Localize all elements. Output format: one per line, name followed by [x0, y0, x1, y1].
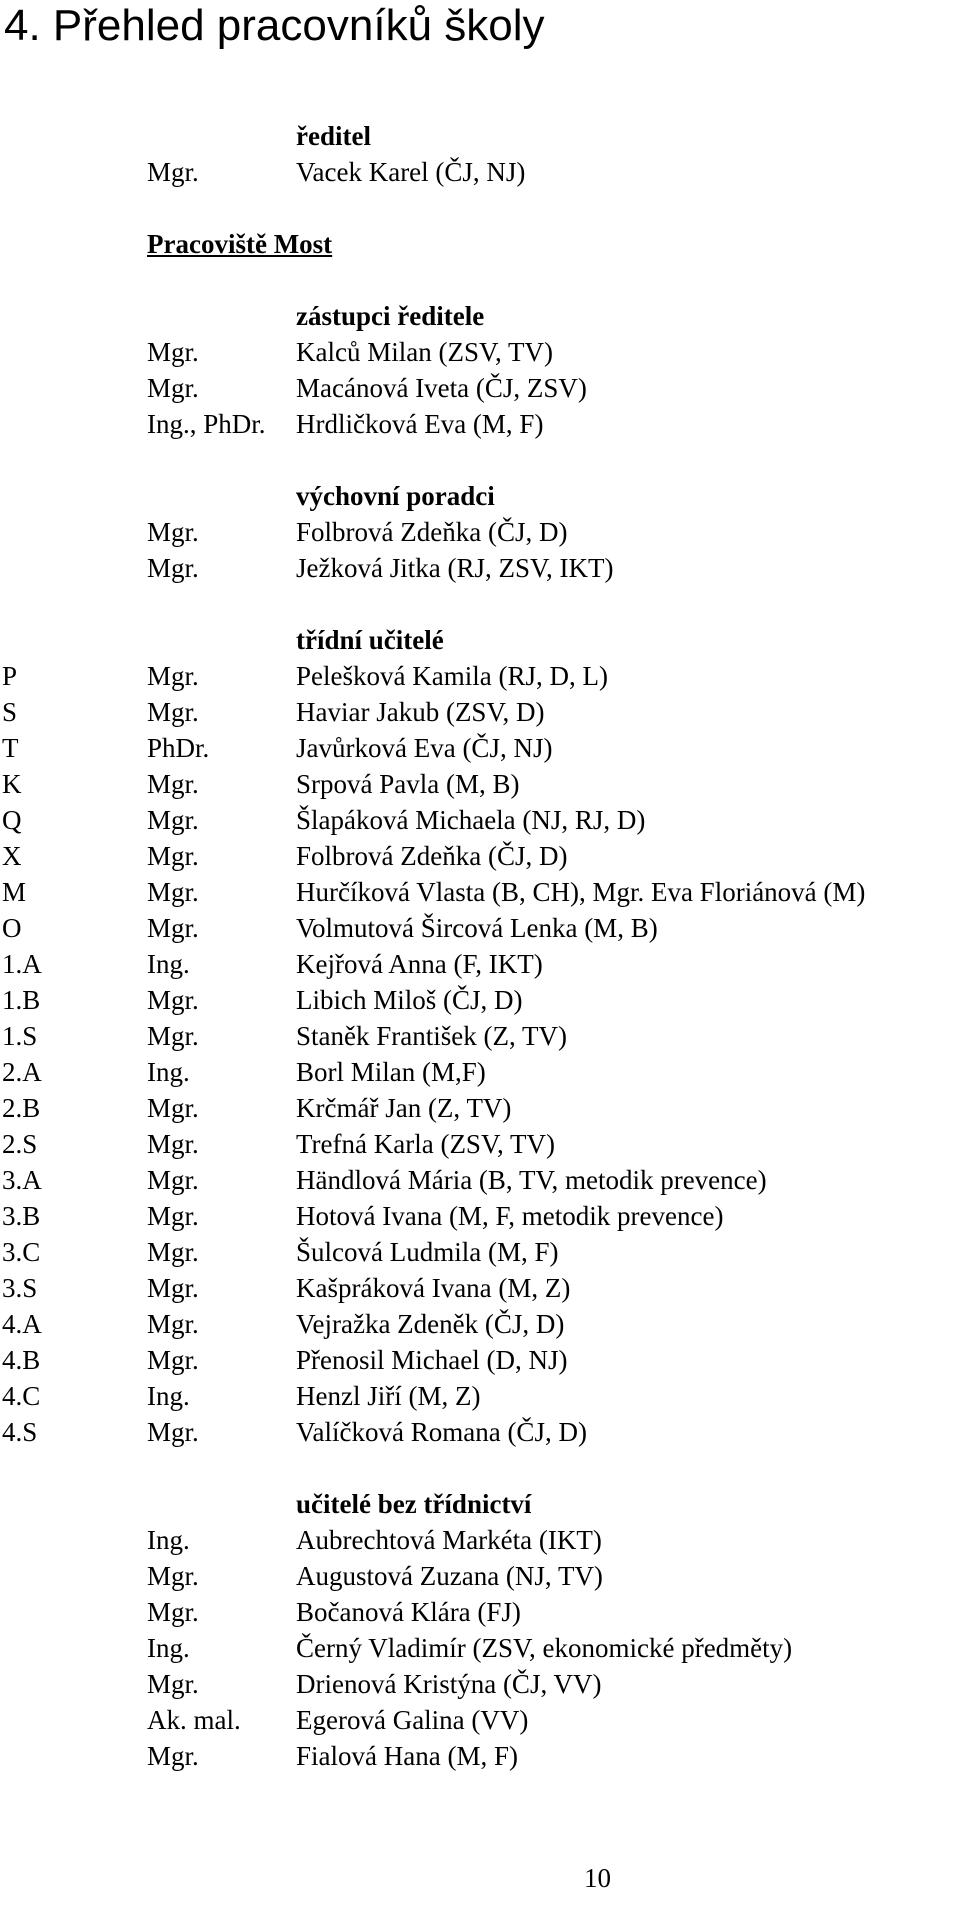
- academic-title: Mgr.: [147, 1273, 199, 1303]
- academic-title: Ing., PhDr.: [147, 409, 266, 439]
- person-name: Javůrková Eva (ČJ, NJ): [296, 733, 553, 763]
- person-name: Ježková Jitka (RJ, ZSV, IKT): [296, 553, 614, 583]
- academic-title: Mgr.: [147, 1165, 199, 1195]
- class-code: 2.B: [2, 1093, 41, 1123]
- list-item: [0, 1704, 960, 1736]
- class-code: 3.A: [2, 1165, 42, 1195]
- person-name: Valíčková Romana (ČJ, D): [296, 1417, 587, 1447]
- table-row: [0, 840, 960, 872]
- class-code: O: [2, 913, 22, 943]
- class-code: 4.A: [2, 1309, 42, 1339]
- academic-title: Mgr.: [147, 1417, 199, 1447]
- academic-title: Mgr.: [147, 373, 199, 403]
- person-name: Kalců Milan (ZSV, TV): [296, 337, 553, 367]
- person-name: Aubrechtová Markéta (IKT): [296, 1525, 602, 1555]
- table-row: [0, 1092, 960, 1124]
- section-heading: ředitel: [296, 121, 371, 151]
- person-name: Šlapáková Michaela (NJ, RJ, D): [296, 805, 646, 835]
- counselors-heading-row: [0, 480, 960, 512]
- list-item: [0, 336, 960, 368]
- table-row: [0, 948, 960, 980]
- academic-title: Mgr.: [147, 1129, 199, 1159]
- academic-title: Mgr.: [147, 1201, 199, 1231]
- workplace-heading: Pracoviště Most: [147, 229, 333, 259]
- academic-title: Mgr.: [147, 805, 199, 835]
- table-row: [0, 1236, 960, 1268]
- academic-title: Ing.: [147, 1633, 190, 1663]
- person-name: Staněk František (Z, TV): [296, 1021, 567, 1051]
- list-item: [0, 408, 960, 440]
- academic-title: Mgr.: [147, 769, 199, 799]
- academic-title: Ing.: [147, 949, 190, 979]
- academic-title: Mgr.: [147, 985, 199, 1015]
- person-name: Borl Milan (M,F): [296, 1057, 486, 1087]
- person-name: Henzl Jiří (M, Z): [296, 1381, 481, 1411]
- person-name: Hurčíková Vlasta (B, CH), Mgr. Eva Floriánová (M): [296, 877, 866, 907]
- class-code: M: [2, 877, 27, 907]
- person-name: Hrdličková Eva (M, F): [296, 409, 544, 439]
- table-row: [0, 660, 960, 692]
- academic-title: Mgr.: [147, 1237, 199, 1267]
- academic-title: Ing.: [147, 1057, 190, 1087]
- class-code: 3.C: [2, 1237, 41, 1267]
- class-code: Q: [2, 805, 22, 835]
- person-name: Drienová Kristýna (ČJ, VV): [296, 1669, 602, 1699]
- academic-title: Ing.: [147, 1525, 190, 1555]
- list-item: [0, 1632, 960, 1664]
- section-heading: učitelé bez třídnictví: [296, 1489, 532, 1519]
- table-row: [0, 732, 960, 764]
- person-name: Vacek Karel (ČJ, NJ): [296, 157, 526, 187]
- academic-title: Mgr.: [147, 913, 199, 943]
- person-name: Egerová Galina (VV): [296, 1705, 529, 1735]
- academic-title: PhDr.: [147, 733, 210, 763]
- table-row: [0, 1020, 960, 1052]
- table-row: [0, 1056, 960, 1088]
- academic-title: Mgr.: [147, 157, 199, 187]
- class-code: P: [2, 661, 18, 691]
- person-name: Srpová Pavla (M, B): [296, 769, 520, 799]
- list-item: [0, 552, 960, 584]
- list-item: [0, 1524, 960, 1556]
- class-code: S: [2, 697, 18, 727]
- class-code: K: [2, 769, 22, 799]
- academic-title: Ak. mal.: [147, 1705, 241, 1735]
- director-heading-row: [0, 120, 960, 152]
- section-heading: zástupci ředitele: [296, 301, 485, 331]
- person-name: Pelešková Kamila (RJ, D, L): [296, 661, 608, 691]
- class-code: T: [2, 733, 19, 763]
- person-name: Volmutová Šircová Lenka (M, B): [296, 913, 658, 943]
- page-number: 10: [584, 1863, 611, 1893]
- academic-title: Mgr.: [147, 1093, 199, 1123]
- class-code: 1.A: [2, 949, 42, 979]
- academic-title: Mgr.: [147, 877, 199, 907]
- person-name: Krčmář Jan (Z, TV): [296, 1093, 512, 1123]
- table-row: [0, 696, 960, 728]
- table-row: [0, 1308, 960, 1340]
- table-row: [0, 912, 960, 944]
- list-item: [0, 1560, 960, 1592]
- table-row: [0, 804, 960, 836]
- class-code: 4.B: [2, 1345, 41, 1375]
- academic-title: Mgr.: [147, 661, 199, 691]
- academic-title: Mgr.: [147, 1561, 199, 1591]
- table-row: [0, 1200, 960, 1232]
- class-code: 1.B: [2, 985, 41, 1015]
- list-item: [0, 372, 960, 404]
- person-name: Haviar Jakub (ZSV, D): [296, 697, 545, 727]
- table-row: [0, 876, 960, 908]
- class-code: 4.C: [2, 1381, 41, 1411]
- academic-title: Mgr.: [147, 1597, 199, 1627]
- person-name: Černý Vladimír (ZSV, ekonomické předměty): [296, 1633, 793, 1663]
- academic-title: Mgr.: [147, 841, 199, 871]
- list-item: [0, 516, 960, 548]
- list-item: [0, 1740, 960, 1772]
- class-code: 2.S: [2, 1129, 38, 1159]
- person-name: Vejražka Zdeněk (ČJ, D): [296, 1309, 565, 1339]
- section-heading: třídní učitelé: [296, 625, 444, 655]
- list-item: [0, 1668, 960, 1700]
- table-row: [0, 1128, 960, 1160]
- page-title: 4. Přehled pracovníků školy: [4, 1, 545, 50]
- class-teachers-heading-row: [0, 624, 960, 656]
- table-row: [0, 984, 960, 1016]
- class-code: 3.B: [2, 1201, 41, 1231]
- person-name: Šulcová Ludmila (M, F): [296, 1237, 559, 1267]
- table-row: [0, 1380, 960, 1412]
- person-name: Kašpráková Ivana (M, Z): [296, 1273, 571, 1303]
- person-name: Fialová Hana (M, F): [296, 1741, 518, 1771]
- academic-title: Mgr.: [147, 553, 199, 583]
- academic-title: Mgr.: [147, 1309, 199, 1339]
- academic-title: Mgr.: [147, 1345, 199, 1375]
- person-name: Folbrová Zdeňka (ČJ, D): [296, 517, 568, 547]
- class-code: 3.S: [2, 1273, 38, 1303]
- person-name: Folbrová Zdeňka (ČJ, D): [296, 841, 568, 871]
- class-code: 2.A: [2, 1057, 42, 1087]
- person-name: Macánová Iveta (ČJ, ZSV): [296, 373, 587, 403]
- academic-title: Mgr.: [147, 1669, 199, 1699]
- class-code: 4.S: [2, 1417, 38, 1447]
- table-row: [0, 1416, 960, 1448]
- deputies-heading-row: [0, 300, 960, 332]
- list-item: [0, 1596, 960, 1628]
- academic-title: Mgr.: [147, 517, 199, 547]
- table-row: [0, 1164, 960, 1196]
- academic-title: Mgr.: [147, 1021, 199, 1051]
- no-class-heading-row: [0, 1488, 960, 1520]
- person-name: Kejřová Anna (F, IKT): [296, 949, 543, 979]
- person-name: Libich Miloš (ČJ, D): [296, 985, 523, 1015]
- person-name: Augustová Zuzana (NJ, TV): [296, 1561, 603, 1591]
- table-row: [0, 768, 960, 800]
- person-name: Trefná Karla (ZSV, TV): [296, 1129, 555, 1159]
- person-name: Bočanová Klára (FJ): [296, 1597, 521, 1627]
- person-name: Hotová Ivana (M, F, metodik prevence): [296, 1201, 724, 1231]
- section-heading: výchovní poradci: [296, 481, 495, 511]
- table-row: [0, 1272, 960, 1304]
- workplace-row: [0, 228, 960, 260]
- person-name: Přenosil Michael (D, NJ): [296, 1345, 568, 1375]
- class-code: 1.S: [2, 1021, 38, 1051]
- person-name: Händlová Mária (B, TV, metodik prevence): [296, 1165, 767, 1195]
- academic-title: Ing.: [147, 1381, 190, 1411]
- academic-title: Mgr.: [147, 1741, 199, 1771]
- academic-title: Mgr.: [147, 337, 199, 367]
- academic-title: Mgr.: [147, 697, 199, 727]
- class-code: X: [2, 841, 22, 871]
- list-item: [0, 156, 960, 188]
- table-row: [0, 1344, 960, 1376]
